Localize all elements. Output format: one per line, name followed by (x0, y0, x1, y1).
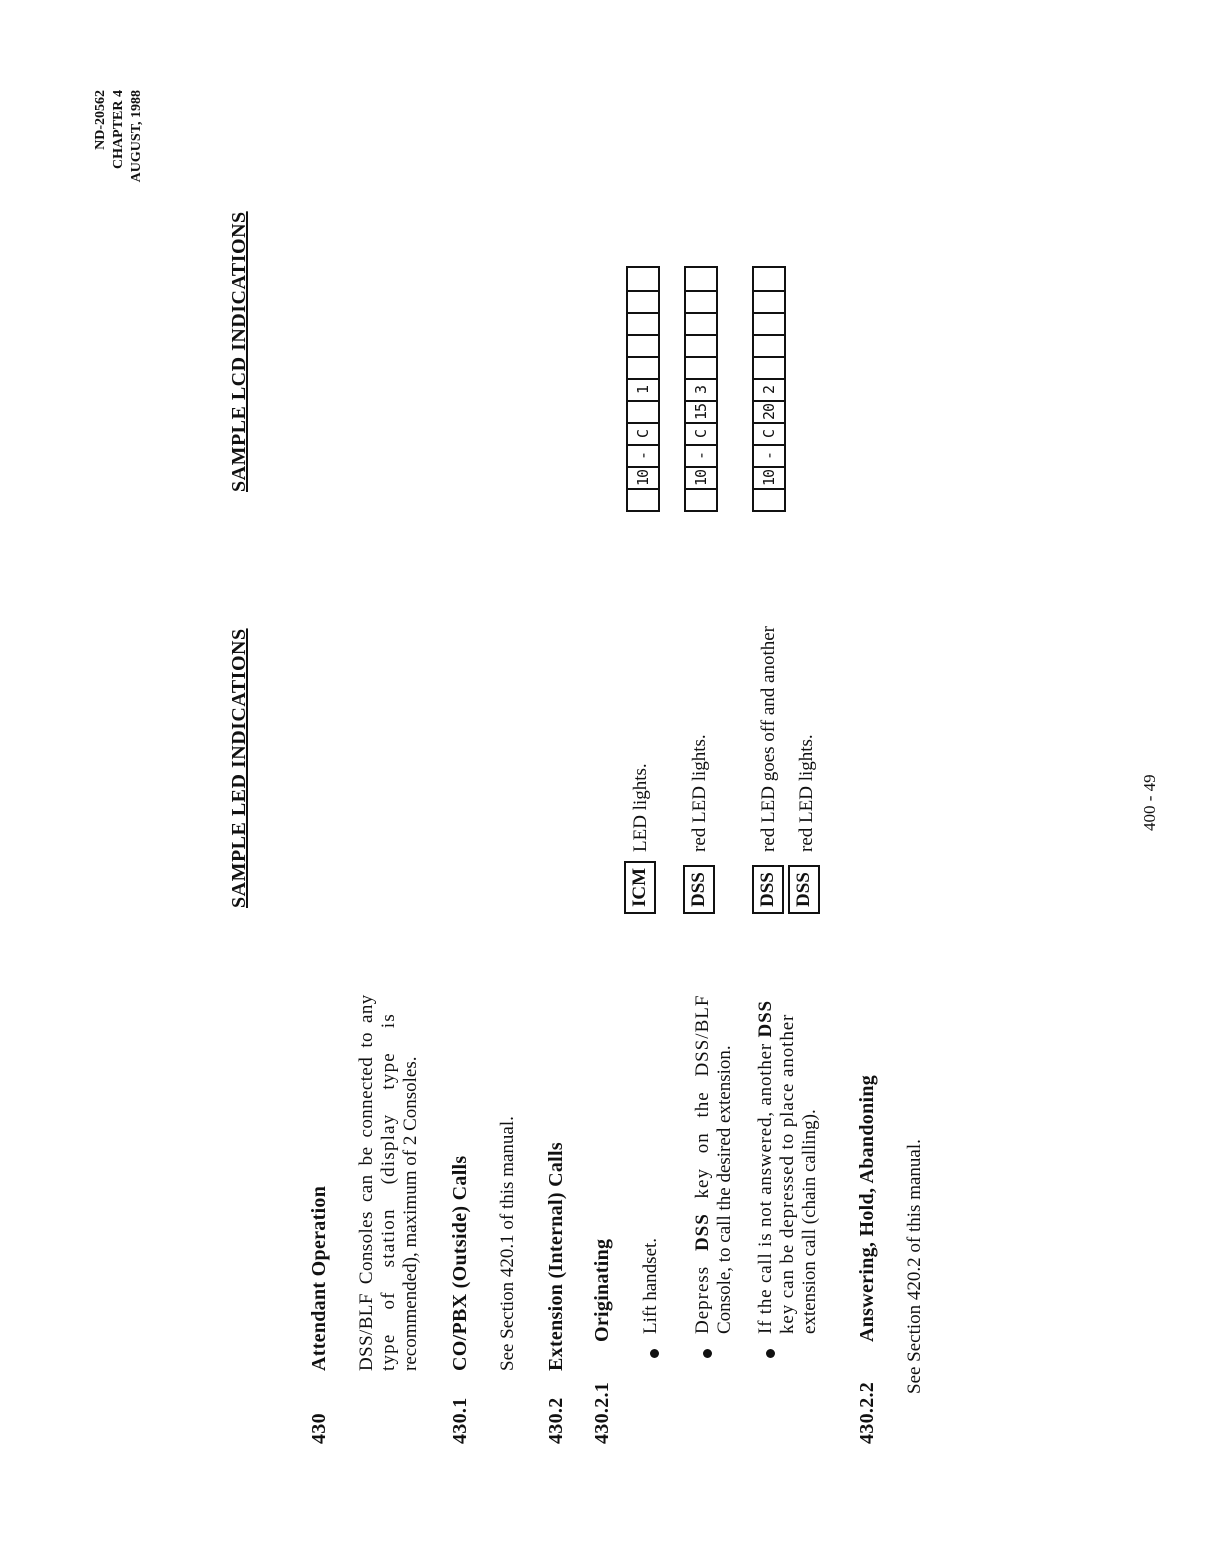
step-3-pre: If the call is not answered, another (755, 1037, 776, 1334)
lcd-cell: 3 (686, 378, 716, 400)
lcd-cell (686, 488, 716, 510)
lcd-cell (754, 290, 784, 312)
lcd-cell: 1 (628, 378, 658, 400)
section-430-1-text: See Section 420.1 of this manual. (497, 1116, 518, 1371)
lcd-cell (686, 356, 716, 378)
bullet-icon (703, 1349, 712, 1358)
step-2-line1 (692, 995, 714, 1334)
lcd-cell: - (686, 444, 716, 466)
step-1-text: Lift handset. (640, 1237, 661, 1334)
section-430-1-number: 430.1 (449, 1397, 471, 1444)
step-2-key: DSS (692, 1213, 713, 1252)
lcd-cell: C (628, 422, 658, 444)
lcd-cell: 20 (754, 400, 784, 422)
lcd-cell (754, 356, 784, 378)
lcd-cell: - (628, 444, 658, 466)
led-row-2-text: red LED lights. (689, 734, 710, 852)
section-430-2-1-number: 430.2.1 (591, 1381, 613, 1444)
step-2-post: key on the DSS/BLF (692, 994, 713, 1214)
section-430-2-2-number: 430.2.2 (856, 1381, 878, 1444)
lcd-cell: C (754, 422, 784, 444)
lcd-display-3 (752, 266, 786, 512)
page-header (92, 90, 146, 182)
lcd-heading: SAMPLE LCD INDICATIONS (228, 211, 250, 492)
section-430-2-title: Extension (Internal) Calls (545, 1142, 567, 1371)
dss-key-icon: DSS (752, 865, 784, 914)
lcd-cell: C (686, 422, 716, 444)
lcd-cell (686, 268, 716, 290)
lcd-cell: 10 (628, 466, 658, 488)
lcd-cell (754, 268, 784, 290)
step-3-key: DSS (755, 1000, 776, 1038)
section-430-1-title: CO/PBX (Outside) Calls (449, 1155, 471, 1371)
lcd-display-1 (626, 266, 660, 512)
section-430-line3: recommended), maximum of 2 Consoles. (400, 1056, 421, 1371)
led-row-1-text: LED lights. (630, 763, 651, 852)
section-430-2-2-title: Answering, Hold, Abandoning (856, 1074, 878, 1342)
lcd-display-2 (684, 266, 718, 512)
section-430-title: Attendant Operation (308, 1185, 330, 1371)
led-row-3a-text: red LED goes off and another (758, 626, 779, 852)
icm-key-icon: ICM (624, 861, 656, 914)
led-row-3b-text: red LED lights. (796, 734, 817, 852)
lcd-cell (628, 334, 658, 356)
lcd-cell (686, 334, 716, 356)
section-430-number: 430 (308, 1413, 330, 1444)
lcd-cell (628, 400, 658, 422)
lcd-cell (628, 488, 658, 510)
section-430-2-2-text: See Section 420.2 of this manual. (904, 1139, 925, 1394)
step-3-line1 (755, 1000, 777, 1334)
lcd-cell: 15 (686, 400, 716, 422)
step-3-line2: key can be depressed to place another (777, 1013, 798, 1334)
led-heading: SAMPLE LED INDICATIONS (228, 628, 250, 908)
section-430-line2: type of station (display type is (378, 1013, 399, 1371)
lcd-cell (628, 312, 658, 334)
step-3-line3: extension call (chain calling). (799, 1109, 820, 1334)
dss-key-icon: DSS (788, 865, 820, 914)
lcd-cell: - (754, 444, 784, 466)
date-label: AUGUST, 1988 (129, 90, 144, 183)
section-430-2-1-title: Originating (591, 1238, 613, 1342)
lcd-cell (628, 268, 658, 290)
lcd-cell (754, 488, 784, 510)
bullet-icon (650, 1349, 659, 1358)
bullet-icon (766, 1349, 775, 1358)
lcd-cell (754, 312, 784, 334)
lcd-cell: 10 (754, 466, 784, 488)
page-number: 400 - 49 (1140, 774, 1159, 831)
lcd-cell (754, 334, 784, 356)
lcd-cell: 10 (686, 466, 716, 488)
section-430-line1: DSS/BLF Consoles can be connected to any (356, 994, 377, 1371)
lcd-cell (628, 290, 658, 312)
lcd-cell (686, 312, 716, 334)
section-430-2-number: 430.2 (545, 1397, 567, 1444)
lcd-cell (628, 356, 658, 378)
step-2-pre: Depress (692, 1251, 713, 1334)
dss-key-icon: DSS (683, 865, 715, 914)
lcd-cell: 2 (754, 378, 784, 400)
step-2-line2: Console, to call the desired extension. (714, 1045, 735, 1334)
doc-number: ND-20562 (93, 90, 108, 150)
lcd-cell (686, 290, 716, 312)
chapter-label: CHAPTER 4 (111, 90, 126, 169)
